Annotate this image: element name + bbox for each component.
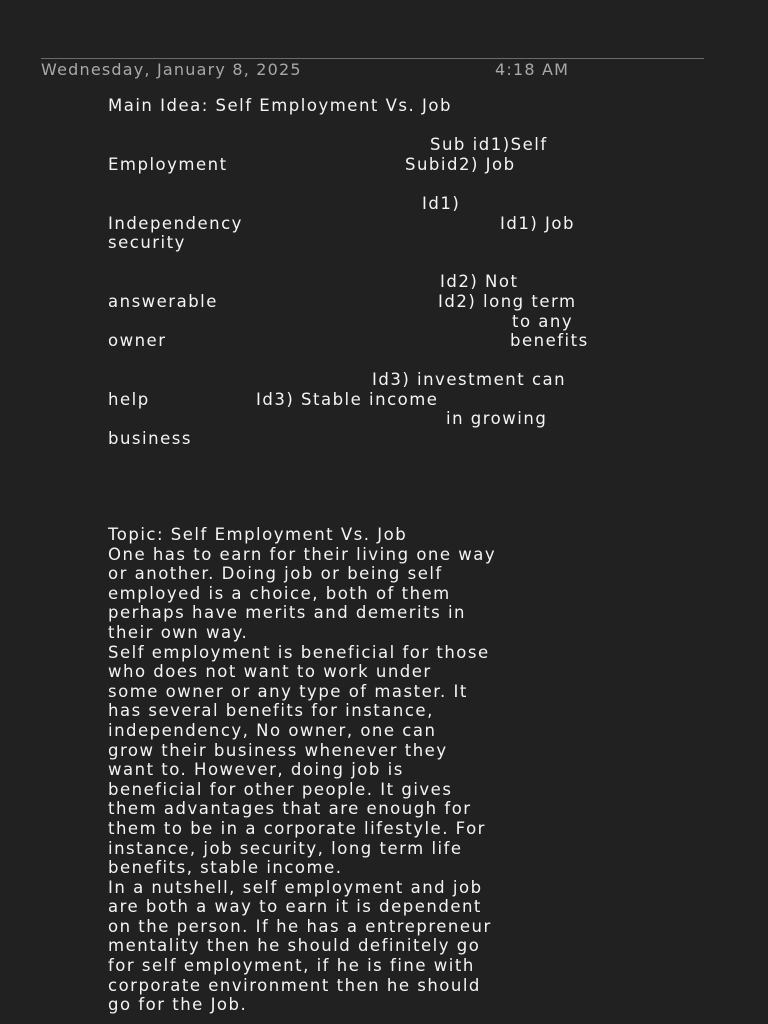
outline-id2-label: Id2) Not — [440, 272, 519, 291]
outline-sub2: Subid2) Job — [405, 155, 516, 174]
essay-line: on the person. If he has a entrepreneur — [108, 916, 492, 936]
essay-line: instance, job security, long term life — [108, 838, 463, 858]
essay-line: them advantages that are enough for — [108, 799, 472, 819]
essay-line: want to. However, doing job is — [108, 760, 404, 780]
essay-line: One has to earn for their living one way — [108, 544, 497, 564]
outline-id1-job-cont: security — [108, 233, 186, 252]
essay-line: are both a way to earn it is dependent — [108, 897, 482, 917]
essay-line: their own way. — [108, 622, 249, 642]
essay-line: some owner or any type of master. It — [108, 681, 468, 701]
outline-sub1-line1: Sub id1)Self — [430, 135, 548, 154]
outline-id1-job: Id1) Job — [500, 214, 575, 233]
essay-line: mentality then he should definitely go — [108, 936, 481, 956]
essay-line: beneficial for other people. It gives — [108, 779, 453, 799]
outline-id3-cont: in growing — [446, 409, 548, 428]
outline-id1-text: Independency — [108, 214, 243, 233]
essay-line: or another. Doing job or being self — [108, 564, 443, 584]
note-time: 4:18 AM — [495, 60, 570, 79]
header-divider — [41, 58, 704, 59]
outline-id3-label: Id3) investment can — [372, 370, 567, 389]
essay-line: benefits, stable income. — [108, 858, 343, 878]
essay-line: go for the Job. — [108, 995, 248, 1015]
essay-line: who does not want to work under — [108, 662, 432, 682]
essay-line: corporate environment then he should — [108, 975, 481, 995]
outline-sub1-line2: Employment — [108, 155, 228, 174]
essay-title: Topic: Self Employment Vs. Job — [108, 525, 408, 544]
essay-line: for self employment, if he is fine with — [108, 956, 475, 976]
outline-id2-job-cont: benefits — [510, 331, 589, 350]
essay-line: perhaps have merits and demerits in — [108, 603, 466, 623]
main-idea-heading: Main Idea: Self Employment Vs. Job — [108, 96, 452, 115]
note-date: Wednesday, January 8, 2025 — [41, 60, 302, 79]
outline-id2-text: answerable — [108, 292, 218, 311]
essay-line: independency, No owner, one can — [108, 720, 437, 740]
essay-line: In a nutshell, self employment and job — [108, 877, 483, 897]
essay-line: employed is a choice, both of them — [108, 583, 451, 603]
outline-id3-help: help — [108, 390, 150, 409]
essay-line: Self employment is beneficial for those — [108, 642, 490, 662]
essay-body — [108, 525, 708, 1015]
outline-id3-job: Id3) Stable income — [256, 390, 439, 409]
essay-line: grow their business whenever they — [108, 740, 448, 760]
outline-id2-job: Id2) long term — [438, 292, 577, 311]
outline-id2-owner: owner — [108, 331, 167, 350]
outline-id3-business: business — [108, 429, 192, 448]
outline-id1-label: Id1) — [422, 194, 461, 213]
essay-line: them to be in a corporate lifestyle. For — [108, 818, 486, 838]
outline-id2-cont: to any — [512, 312, 574, 331]
essay-line: has several benefits for instance, — [108, 701, 434, 721]
